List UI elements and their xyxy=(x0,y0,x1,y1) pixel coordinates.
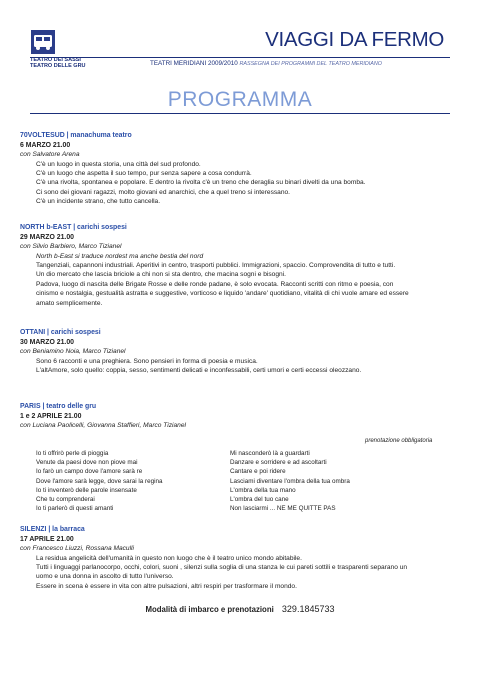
show-cast: con Silvio Barbiero, Marco Tizianel xyxy=(20,243,122,251)
lyric-line: Venute da paesi dove non piove mai xyxy=(36,459,138,467)
show-description-line: North b-East si traduce nordest ma anche bestia del nord xyxy=(36,252,204,260)
show-date: 30 MARZO 21.00 xyxy=(20,338,74,346)
show-description-line: Sono 6 racconti e una preghiera. Sono pensieri in forma di poesia e musica. xyxy=(36,357,258,365)
show-description-line: C'è un luogo che aspetta il suo tempo, pur senza sapere a cosa condurrà. xyxy=(36,170,252,177)
booking-footer xyxy=(0,604,480,614)
show-description-line: C'è un incidente strano, che tutto cancella. xyxy=(36,198,161,206)
programma-heading: PROGRAMMA xyxy=(167,88,313,111)
show-70voltesud xyxy=(20,131,460,207)
show-description-line: Ci sono dei giovani ragazzi, molto giovani ed anarchici, che a quel treno si interessano. xyxy=(36,188,291,196)
show-title: NORTH b-EAST | carichi sospesi xyxy=(20,224,127,231)
show-cast: con Francesco Liuzzi, Rossana Maculli xyxy=(20,545,134,553)
show-date: 29 MARZO 21.00 xyxy=(20,233,74,241)
paris-lyrics-right xyxy=(230,449,350,513)
show-description-line: amato semplicemente. xyxy=(36,299,103,307)
logo-text-line-2: TEATRO DELLE GRU xyxy=(30,63,86,69)
show-title: 70VOLTESUD | manachuma teatro xyxy=(20,132,132,139)
show-description-line: Un dio mercato che lascia briciole a chi non si sta dentro, che macina sogni e bisogni. xyxy=(36,271,286,279)
lyric-line: Io ti parlerò di questi amanti xyxy=(36,505,114,513)
show-cast: con Beniamino Noia, Marco Tizianel xyxy=(20,348,126,356)
show-description-line: Essere in scena è essere in vita con altre pulsazioni, altri respiri per trasformare il mondo. xyxy=(36,582,297,590)
show-title: OTTANI | carichi sospesi xyxy=(20,329,101,336)
show-description-line: cinismo e nostalgia, gestualità astratta e suggestive, vorticoso e liquido 'andare' quotidiano, vitalità di chi vuole amare ed essere xyxy=(36,290,409,298)
lyric-line: L'ombra del tuo cane xyxy=(230,496,289,504)
lyric-line: Io farò un campo dove l'amore sarà re xyxy=(36,468,143,476)
show-title: SILENZI | la barraca xyxy=(20,526,85,533)
show-date: 17 APRILE 21.00 xyxy=(20,535,74,543)
logo-text xyxy=(30,57,86,69)
booking-required-note: prenotazione obbligatoria xyxy=(365,438,433,444)
lyric-line: Non lasciarmi ... NE ME QUITTE PAS xyxy=(230,505,336,513)
show-cast: con Luciana Paolicelli, Giovanna Staffieri, Marco Tizianel xyxy=(20,422,186,430)
show-north-b-east xyxy=(20,223,460,308)
show-description-line: La residua angelicità dell'umanità in questo non luogo che è il teatro unico mondo abitabile. xyxy=(36,554,302,562)
show-description-line: uomo e una donna in ascolto di tutto l'universo. xyxy=(36,573,174,581)
lyric-line: Cantare e poi ridere xyxy=(230,468,286,476)
show-paris xyxy=(20,402,460,431)
paris-lyrics-left xyxy=(36,449,163,513)
show-description-line: Padova, luogo di nascita delle Brigate Rosse e delle ronde padane, è solo evocata. Racconti scritti con ritmo e poesia, con xyxy=(36,280,394,288)
header-divider xyxy=(30,57,450,58)
booking-phone[interactable]: 329.1845733 xyxy=(281,604,335,614)
lyric-line: Lasciami diventare l'ombra della tua ombra xyxy=(230,477,350,485)
show-cast: con Salvatore Arena xyxy=(20,151,80,159)
show-ottani xyxy=(20,328,460,375)
show-description-line: C'è una rivolta, spontanea e popolare. E dentro la rivolta c'è un treno che deraglia su binari divelti da una bomba. xyxy=(36,179,366,187)
subtitle-rest: RASSEGNA DEI PROGRAMMI DEL TEATRO MERIDIANO xyxy=(239,61,382,67)
programma-divider xyxy=(30,113,450,114)
lyric-line: Danzare e sorridere e ad ascoltarti xyxy=(230,459,327,467)
lyric-line: Mi nasconderò là a guardarti xyxy=(230,450,310,457)
show-description-line: L'altAmore, solo quello: coppia, sesso, sentimenti delicati e inconfessabili, certi umori e certi eccessi oleozzano. xyxy=(36,367,362,374)
lyric-line: Io ti inventerò delle parole insensate xyxy=(36,486,137,494)
show-title: PARIS | teatro delle gru xyxy=(20,403,97,410)
page-subtitle xyxy=(150,60,382,67)
lyric-line: Che tu comprenderai xyxy=(36,496,95,504)
show-date: 1 e 2 APRILE 21.00 xyxy=(20,412,82,420)
subtitle-main: TEATRI MERIDIANI 2009/2010 xyxy=(150,60,238,67)
lyric-line: Dove l'amore sarà legge, dove sarai la regina xyxy=(36,477,163,485)
show-silenzi xyxy=(20,525,460,591)
page-title: VIAGGI DA FERMO xyxy=(265,28,444,51)
logo-text-line-1: TEATRO DEI SASSI xyxy=(30,57,81,63)
booking-label: Modalità di imbarco e prenotazioni xyxy=(145,605,274,614)
show-description-line: Tangenziali, capannoni industriali. Aperitivi in centro, trasporti pubblici. Immigrazioni, spaccio. Comprovendita di tutto e tutti. xyxy=(36,262,396,269)
show-description-line: C'è un luogo in questa storia, una città del sud profondo. xyxy=(36,160,201,168)
show-description-line: Tutti i linguaggi parlanocorpo, occhi, colori, suoni , silenzi sulla soglia di una stanza le cui pareti sottili e trasparenti separano un xyxy=(36,564,408,571)
lyric-line: L'ombra della tua mano xyxy=(230,486,296,494)
lyric-line: Io ti offrirò perle di pioggia xyxy=(36,450,109,457)
show-date: 6 MARZO 21.00 xyxy=(20,141,71,149)
